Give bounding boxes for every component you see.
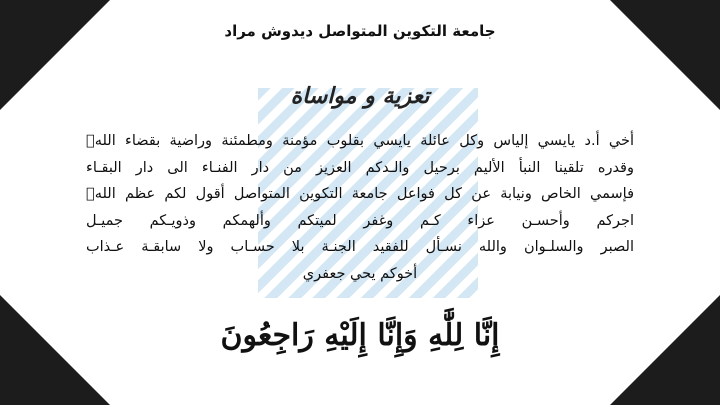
university-name: جامعة التكوين المتواصل ديدوش مراد bbox=[224, 22, 496, 40]
message-signature: أخوكم يحي جعفري bbox=[302, 265, 418, 282]
message-line: اجركم وأحسـن عزاء كـم وغفر لميتكم وألهمكم وذويـكم جميـل bbox=[86, 212, 634, 229]
condolence-message bbox=[86, 128, 634, 287]
condolence-title: تعزية و مواساة bbox=[290, 84, 430, 109]
quran-verse-calligraphy: إِنَّا لِلَّٰهِ وَإِنَّا إِلَيْهِ رَاجِعُونَ bbox=[220, 318, 500, 353]
message-line: وقدره تلقينا النبأ الأليم برحيل والـدكم العزيز من دار الفنـاء الى دار البقـاء bbox=[86, 159, 634, 176]
message-line: أخي أ.د يايسي إلياس وكل عائلة يايسي بقلوب مؤمنة ومطمئنة وراضية بقضاء اللهۛ bbox=[86, 133, 634, 149]
message-line: فإسمي الخاص ونيابة عن كل فواعل جامعة التكوين المتواصل أقول لكم عظم اللهۛ bbox=[86, 186, 634, 202]
message-line: الصبر والسلـوان والله نسـأل للفقيد الجنـة بلا حسـاب ولا سابقـة عـذاب bbox=[86, 239, 634, 255]
